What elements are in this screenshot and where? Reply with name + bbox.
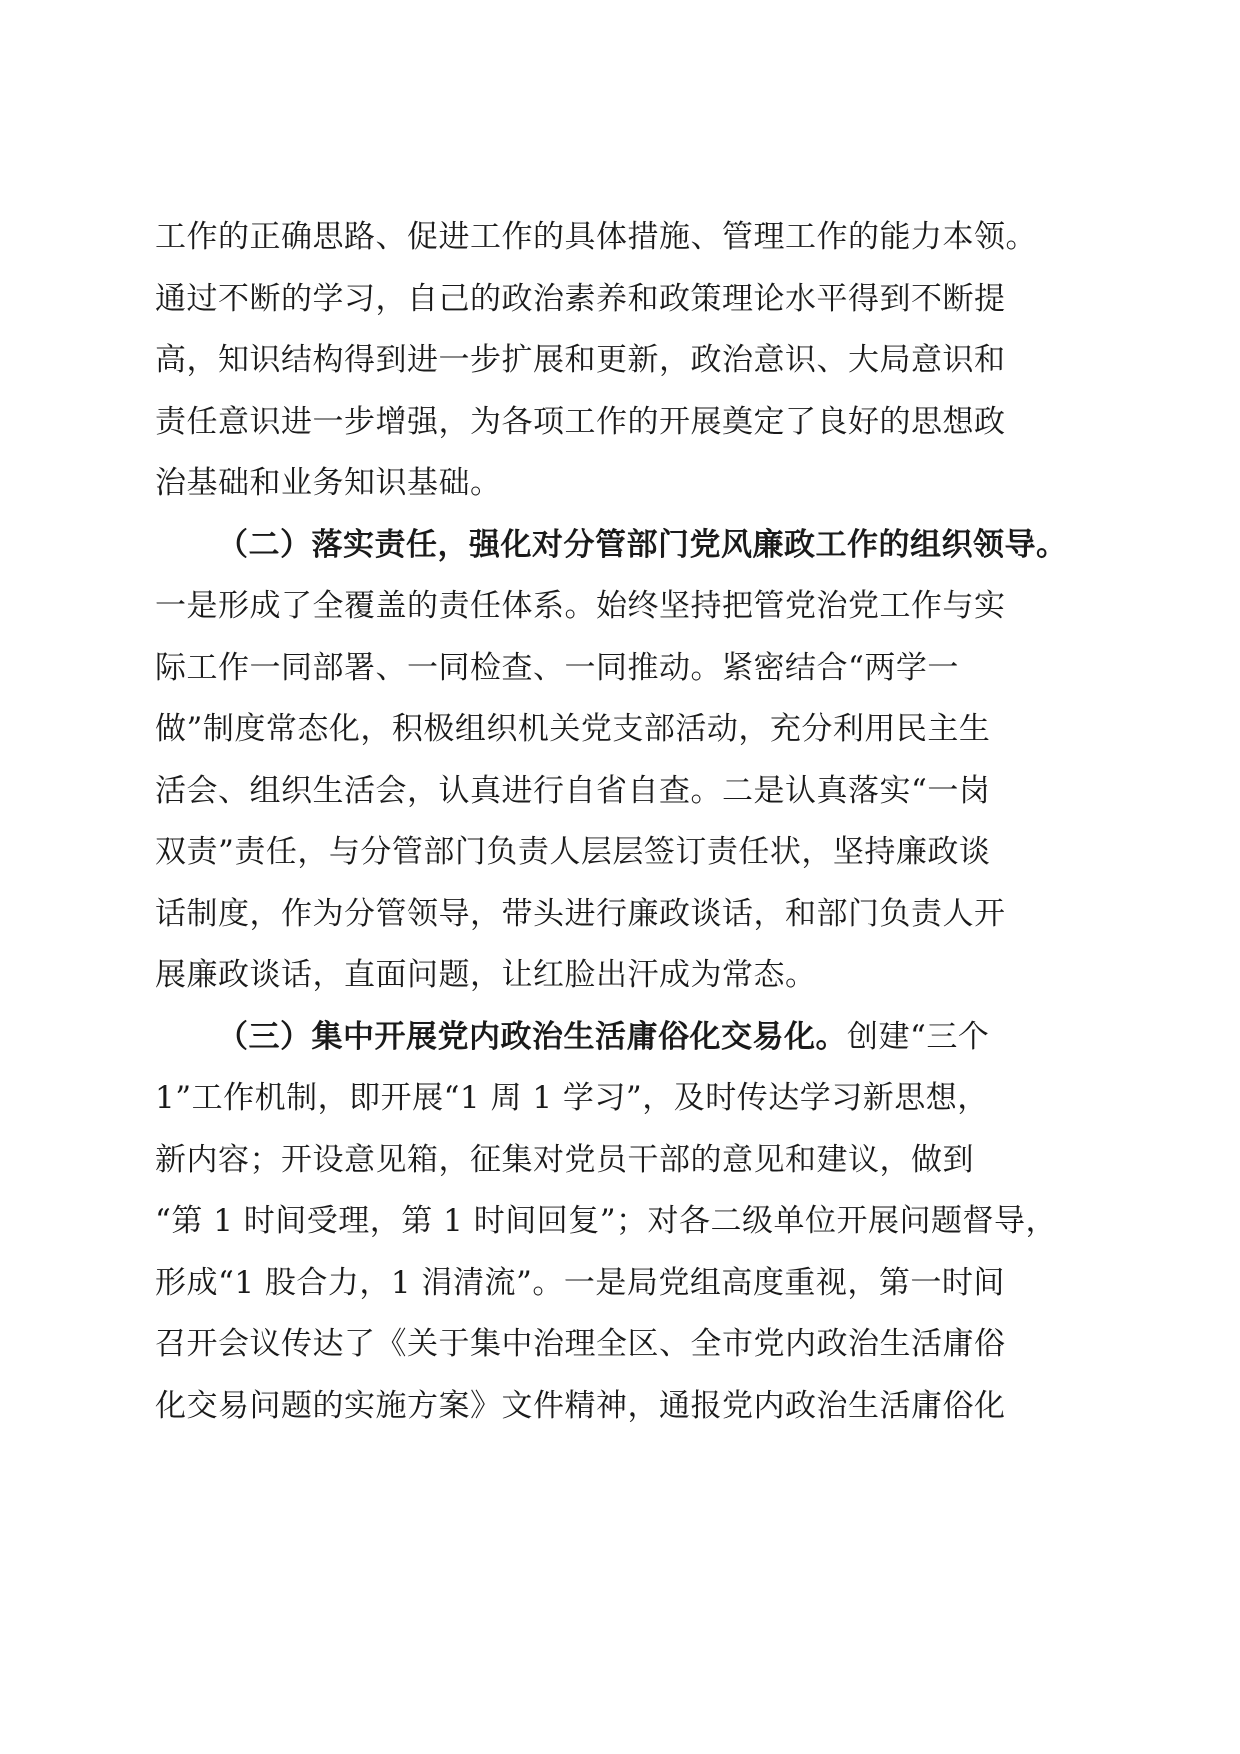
text-line: 双责”责任，与分管部门负责人层层签订责任状，坚持廉政谈 — [155, 834, 991, 870]
heading-tail-text: 创建“三个 — [847, 1018, 990, 1055]
section-heading-3: （三）集中开展党内政治生活庸俗化交易化。 — [217, 1018, 847, 1055]
document-page — [155, 207, 1085, 1437]
section-heading-2: （二）落实责任，强化对分管部门党风廉政工作的组织领导。 — [217, 526, 1068, 563]
text-line: 高，知识结构得到进一步扩展和更新，政治意识、大局意识和 — [155, 342, 1006, 378]
text-line: 1”工作机制，即开展“1 周 1 学习”，及时传达学习新思想， — [155, 1080, 989, 1116]
text-line: 展廉政谈话，直面问题，让红脸出汗成为常态。 — [155, 957, 817, 993]
text-line: 治基础和业务知识基础。 — [155, 465, 502, 501]
text-line — [155, 1007, 1085, 1069]
text-line: 形成“1 股合力，1 涓清流”。一是局党组高度重视，第一时间 — [155, 1264, 1005, 1301]
text-line: 话制度，作为分管领导，带头进行廉政谈话，和部门负责人开 — [155, 895, 1006, 932]
text-line: 一是形成了全覆盖的责任体系。始终坚持把管党治党工作与实 — [155, 588, 1006, 624]
text-line: “第 1 时间受理，第 1 时间回复”；对各二级单位开展问题督导， — [155, 1203, 1058, 1239]
paragraph-2 — [155, 515, 1085, 1007]
paragraph-3 — [155, 1007, 1085, 1438]
text-line: 做”制度常态化，积极组织机关党支部活动，充分利用民主生 — [155, 711, 991, 747]
text-line: 通过不断的学习，自己的政治素养和政策理论水平得到不断提 — [155, 280, 1006, 317]
text-line: 活会、组织生活会，认真进行自省自查。二是认真落实“一岗 — [155, 772, 991, 809]
paragraph-1 — [155, 207, 1085, 515]
text-line: 化交易问题的实施方案》文件精神，通报党内政治生活庸俗化 — [155, 1387, 1006, 1424]
text-line: 召开会议传达了《关于集中治理全区、全市党内政治生活庸俗 — [155, 1326, 1006, 1362]
text-line: 责任意识进一步增强，为各项工作的开展奠定了良好的思想政 — [155, 403, 1006, 440]
text-line: 新内容；开设意见箱，征集对党员干部的意见和建议，做到 — [155, 1141, 974, 1178]
text-line: 际工作一同部署、一同检查、一同推动。紧密结合“两学一 — [155, 649, 959, 686]
text-line: 工作的正确思路、促进工作的具体措施、管理工作的能力本领。 — [155, 219, 1037, 255]
